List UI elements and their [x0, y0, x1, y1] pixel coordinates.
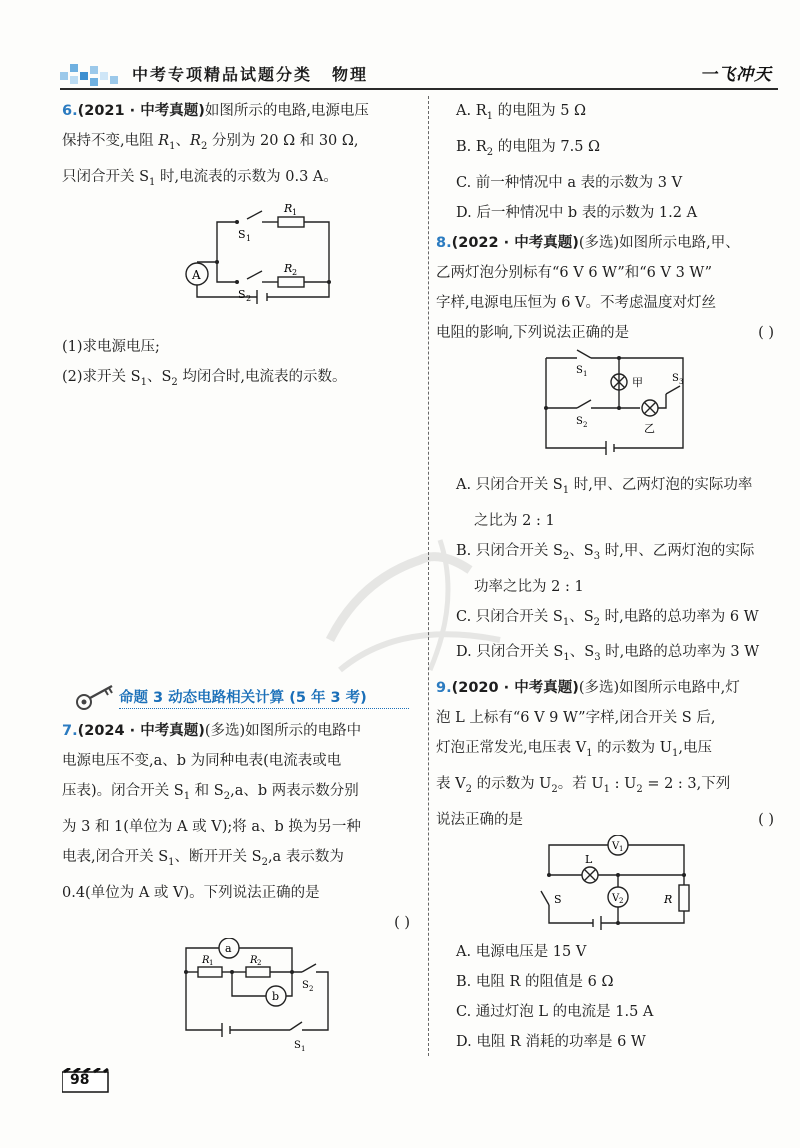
q7-text: (多选)如图所示的电路中 [204, 723, 362, 739]
q6-sub-1: (1)求电源电压; [62, 338, 160, 355]
q9-option-d: D. 电阻 R 消耗的功率是 6 W [456, 1034, 646, 1051]
q6-circuit-diagram [62, 202, 422, 332]
subject-title: 物理 [332, 65, 369, 84]
s2-label: S [302, 979, 309, 991]
subscript: 1 [562, 616, 570, 628]
section-underline [119, 708, 409, 709]
q7-line-2: 电源电压不变,a、b 为同种电表(电流表或电 [62, 753, 342, 769]
r2-sub: 2 [257, 958, 262, 967]
subscript: 2 [636, 784, 643, 796]
r-label: R [190, 133, 201, 149]
q9-text: 表 V [436, 776, 466, 793]
q8-line-3: 字样,电源电压恒为 6 V。不考虑温度对灯丝 [436, 294, 717, 311]
r1-sub: 1 [292, 207, 298, 217]
q9-source: (2020 · 中考真题) [451, 680, 579, 697]
option-text: B. R [456, 138, 487, 155]
option-text: 、S [569, 608, 594, 625]
page-header [0, 50, 800, 96]
subscript: 3 [594, 652, 601, 664]
subscript: 2 [465, 784, 472, 796]
s1-label: S [294, 1039, 301, 1051]
r2-label: R [284, 261, 293, 275]
q6-text: 如图所示的电路,电源电压 [204, 103, 369, 119]
q9-line-3 [436, 733, 786, 769]
s2-label: S [238, 287, 246, 301]
q8-text: (多选)如图所示电路,甲、 [578, 234, 740, 251]
r-label: R [158, 133, 170, 149]
q9-text: 的示数为 U [592, 740, 673, 757]
answer-paren: ( ) [758, 324, 774, 341]
q7-option-b [436, 132, 786, 168]
subscript: 1 [183, 790, 191, 802]
meter-b-label: b [272, 989, 280, 1003]
s2-sub: 2 [309, 984, 314, 993]
q6-text: 只闭合开关 S [62, 168, 150, 185]
subscript: 1 [169, 140, 176, 152]
q8-option-b-cont: 功率之比为 2 : 1 [474, 578, 584, 595]
q9-number: 9. [436, 680, 452, 697]
q8-number: 8. [436, 234, 452, 251]
separator: 、 [146, 368, 162, 385]
q7-text: ,a 表示数为 [267, 848, 344, 865]
q8-text: 电阻的影响,下列说法正确的是 [436, 324, 630, 341]
q9-text: (多选)如图所示电路中,灯 [578, 680, 740, 697]
q9-option-b: B. 电阻 R 的阻值是 6 Ω [456, 974, 614, 991]
q7-line-3 [62, 776, 422, 812]
page-number-badge [62, 1068, 110, 1092]
q9-option-c: C. 通过灯泡 L 的电流是 1.5 A [456, 1004, 654, 1021]
r1-label: R [202, 954, 210, 966]
resistor-r-label: R [664, 893, 673, 907]
v2-sub: 2 [619, 897, 624, 906]
left-column [62, 96, 422, 398]
s1-label: S [576, 364, 583, 376]
q8-line-2: 乙两灯泡分别标有“6 V 6 W”和“6 V 3 W” [436, 264, 712, 281]
r1-sub: 1 [209, 958, 214, 967]
subscript: 1 [562, 484, 570, 496]
q9-text: : U [610, 776, 637, 793]
brand-logo: 一飞冲天 [700, 65, 772, 85]
subscript: 1 [603, 784, 611, 796]
lamp-l-label: L [585, 853, 593, 867]
subscript: 2 [223, 790, 231, 802]
r2-sub: 2 [292, 267, 298, 277]
option-text: 时,甲、乙两灯泡的实际功率 [569, 476, 753, 493]
subscript: 2 [200, 140, 208, 152]
page-number: 98 [70, 1072, 90, 1088]
lamp-jia-label: 甲 [632, 375, 643, 389]
key-icon [74, 682, 118, 712]
header-rule [60, 88, 778, 90]
answer-paren: ( ) [394, 914, 410, 931]
s2-sub: 2 [583, 420, 588, 429]
q7-line-4: 为 3 和 1(单位为 A 或 V);将 a、b 换为另一种 [62, 818, 361, 835]
q7-line-5 [62, 842, 422, 878]
section-title: 命题 3 动态电路相关计算 (5 年 3 考) [119, 690, 367, 706]
q7-option-a [436, 96, 786, 132]
meter-a-label: a [225, 941, 232, 955]
subscript: 2 [261, 856, 268, 868]
q6-sub-2: (2)求开关 $S_1$、$S_2$ 均闭合时,电流表的示数。 [62, 368, 347, 388]
q9-text: 的示数为 U [471, 776, 552, 793]
option-text: 、S [569, 542, 594, 559]
q7-line-1 [62, 716, 422, 746]
q9-text: 。若 U [557, 776, 604, 793]
option-text: D. 只闭合开关 S [456, 644, 564, 661]
s3-label: S [672, 372, 679, 384]
q9-text: ,电压 [678, 740, 713, 757]
q8-line-1 [436, 228, 786, 258]
s1-sub: 1 [301, 1044, 306, 1053]
q7-number: 7. [62, 723, 78, 739]
q8-option-a-cont: 之比为 2 : 1 [474, 512, 555, 529]
q9-option-a: A. 电源电压是 15 V [456, 944, 587, 961]
q8-source: (2022 · 中考真题) [451, 234, 579, 251]
option-text: B. 只闭合开关 S [456, 542, 563, 559]
q7-option-d: D. 后一种情况中 b 表的示数为 1.2 A [456, 204, 698, 221]
q9-circuit-diagram [436, 835, 786, 937]
subscript: 2 [593, 616, 601, 628]
q7-line-6: 0.4(单位为 A 或 V)。下列说法正确的是 [62, 884, 320, 901]
q6-line-2 [62, 126, 422, 162]
s1-label: S [238, 227, 246, 241]
q9-text: 灯泡正常发光,电压表 V [436, 740, 587, 757]
option-text: 、S [569, 644, 595, 661]
subscript: 2 [486, 146, 494, 158]
q7-text: 压表)。闭合开关 S [62, 783, 184, 799]
q6-line-3 [62, 162, 422, 198]
q6-text: (2)求开关 S [62, 368, 141, 385]
r1-label: R [284, 201, 293, 215]
v1-label: V [612, 841, 620, 853]
q7-text: 和 S [190, 783, 224, 799]
option-text: 的电阻为 7.5 Ω [493, 138, 601, 155]
q7-text: 电表,闭合开关 S [62, 848, 169, 865]
q8-line-4 [436, 318, 786, 348]
option-text: 时,电路的总功率为 3 W [600, 644, 760, 661]
answer-paren: ( ) [758, 812, 774, 829]
option-text: 时,甲、乙两灯泡的实际 [600, 542, 755, 559]
q7-source: (2024 · 中考真题) [77, 723, 205, 739]
subscript: 1 [672, 748, 679, 760]
q7-text: ,a、b 两表示数分别 [230, 783, 359, 799]
subscript: 3 [593, 550, 601, 562]
q9-line-5 [436, 805, 786, 835]
q7-option-c: C. 前一种情况中 a 表的示数为 3 V [456, 174, 683, 191]
subscript: 1 [140, 376, 147, 388]
header-pattern-icon [60, 58, 124, 88]
option-text: 的电阻为 5 Ω [492, 103, 587, 119]
q6-source: (2021 · 中考真题) [77, 103, 205, 119]
s1-sub: 1 [583, 369, 588, 378]
q8-circuit-diagram [436, 348, 786, 470]
q9-line-4 [436, 769, 786, 805]
q9-text: 说法正确的是 [436, 812, 523, 829]
subscript: 2 [171, 376, 178, 388]
r2-label: R [250, 954, 258, 966]
subscript: 1 [149, 176, 156, 188]
q7-circuit-diagram [62, 938, 422, 1058]
subscript: 1 [563, 652, 570, 664]
s1-sub: 1 [246, 233, 252, 243]
option-text: A. R [456, 103, 487, 119]
q6-text: 分别为 20 Ω 和 30 Ω, [211, 133, 359, 149]
subscript: 2 [562, 550, 570, 562]
s2-label: S [576, 415, 583, 427]
subscript: 1 [586, 748, 593, 760]
s3-sub: 3 [679, 377, 684, 386]
option-text: 时,电路的总功率为 6 W [600, 608, 759, 625]
v1-sub: 1 [619, 845, 624, 854]
series-title: 中考专项精品试题分类 [132, 65, 313, 84]
header-title [132, 62, 368, 85]
q9-text: = 2 : 3,下列 [642, 776, 731, 793]
switch-s-label: S [554, 893, 562, 907]
subscript: 2 [551, 784, 558, 796]
q8-option-a [436, 470, 786, 506]
q6-line-1 [62, 96, 422, 126]
s2-sub: 2 [246, 293, 252, 303]
separator: 、 [175, 133, 191, 149]
q6-text: 时,电流表的示数为 0.3 A。 [155, 168, 338, 185]
q6-text: 保持不变,电阻 [62, 133, 154, 149]
subscript: 1 [486, 110, 493, 122]
option-text: A. 只闭合开关 S [456, 476, 563, 493]
lamp-yi-label: 乙 [644, 421, 655, 435]
q6-number: 6. [62, 103, 78, 119]
watermark-logo [300, 520, 540, 690]
option-text: C. 只闭合开关 S [456, 608, 563, 625]
q6-text: 均闭合时,电流表的示数。 [177, 368, 347, 385]
q7-block [62, 716, 422, 1058]
q7-text: 、断开开关 S [174, 848, 262, 865]
subscript: 1 [168, 856, 175, 868]
q9-line-2: 泡 L 上标有“6 V 9 W”字样,闭合开关 S 后, [436, 710, 716, 727]
v2-label: V [612, 893, 620, 905]
ammeter-label: A [192, 267, 201, 282]
